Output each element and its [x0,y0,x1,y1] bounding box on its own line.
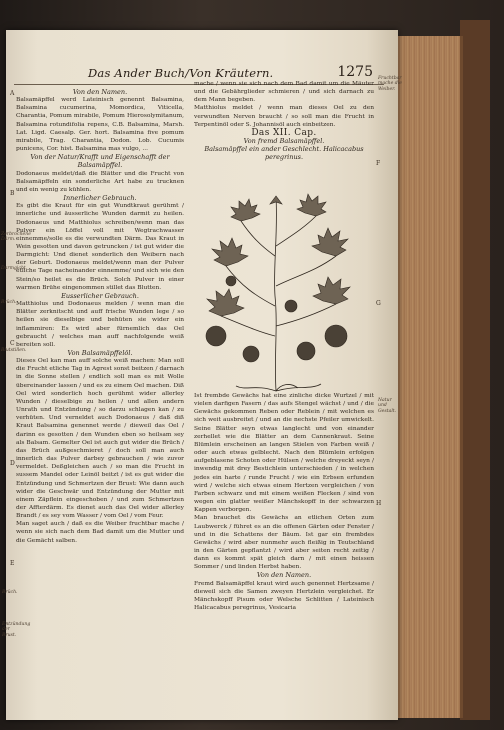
margin-note: Entzündung der Brust. [2,622,31,638]
seed-pod [325,325,347,347]
seed-pod [285,300,297,312]
section-heading: Balsamäpffel ein ander Geschlecht. Halicacabus peregrinus. [204,145,364,162]
section-heading: Innerlicher Gebrauch. [63,194,137,203]
paragraph: mache / wenn sie sich nach dem Bad damit um die Mäuter und die Gebährglieder schmieren / und sich darnach zu dem Mann begeben. [194,81,374,104]
left-column [16,88,184,545]
leaf [207,289,244,316]
section-heading: Von den Namen. [256,571,312,580]
section-letter: E [10,560,15,567]
paragraph: Man saget auch / daß es die Weiber fruchtbar mache / wenn sie sich nach dem Bad damit um die Mutter und die Gemächt salben. [16,521,184,544]
margin-note: Brüch. [1,300,17,305]
leaf [231,199,260,221]
leaf [313,277,350,304]
margin-note: Darmgicht. [1,266,28,271]
margin-note: Natur und Gestalt. [378,398,397,414]
plant-stem [275,196,277,391]
page-edges [396,36,463,718]
section-letter: C [10,340,15,347]
right-column-bottom [194,392,374,612]
running-head: Das Ander Buch/Von Kräutern. [88,66,274,80]
paragraph: Dodonaeus meldet/daß die Blätter und die Frucht von Balsamäpffeln ein sonderliche Art habe zu trucknen und ein wenig zu kühlen. [16,170,184,193]
section-letter: A [10,90,15,97]
section-letter: B [10,190,15,197]
margin-note: Brüch. [2,590,18,595]
plant-roots [236,384,321,391]
paragraph: Es gibt die Kraut für ein gut Wundtkraut gerühmt / innerliche und äusserliche Wunden darmit zu heilen. Dodonaeus und Matthiolus schreiben/wenn man das Pulver ein Löffel voll mit Wegtrachwasser einnemme/solle es die verwundten Därm. Das Kraut in Wein gesotten und davon getruncken / ist gut wider die Darmgicht: Und dienet sonderlich den Weibern nach der Geburt. Dodonaeus meldet/wenn man der Pulver etliche Tage nacheinander einnemme/ und sich wie den Stein/so heilet es die Brüch. Solch Pulver in einer warmen Brühe eingenommen stillet das Blutten. [16,203,184,291]
seed-pod [243,346,259,362]
leaf [297,194,326,216]
paragraph: Ist frembde Gewächs hat eine zinliche dicke Wurtzel / mit vielen darfigen Fasern / das aufs Stengel wächst / und / die Gewächs gekommen Reben oder Reblein / mit welchen es sich weit ausbreitet / und an die nechste Pfeiler umwickelt. Seine Blätter seyn etwas langlecht und von einander zerhellet wie die Blätter an dem Cannenkraut. Seine Blümlein erscheinen an langen Stielen von Farben weiß / oder auch etwas gelblecht. Nach den Blümlein erfolgen aufgeblasene Schoten oder Hülsen / welche dreyeckt seyn / inwendig mit drey Bestichlein unterschieden / in welchen jedes ein harte / runde Frucht / wie ein Erbsen erfunden wird / welche sich etwas einem Hertzen vergleichen / von Farben schwarz und mit einem weißen Flecken / sind von wegen ein glatter weißer Mänchskopff in der schwarzen Kappen verborgen. [194,393,374,514]
book-cover-edge [460,20,490,720]
right-column-top [194,80,374,162]
section-letter: H [376,500,382,507]
margin-note: Zerbrochene Därm. [1,232,31,243]
paragraph: Matthiolus meldet / wenn man dieses Oel zu den verwundten Nerven braucht / so soll man die Frucht in Terpentinöl oder S. Johannisöl auch einbeitzen. [194,105,374,128]
margin-note: Blutstillen. [1,348,27,353]
page-number: 1275 [337,64,373,80]
paragraph: Balsamäpffel werd Lateinisch genennt Balsamina, Balsamina cucumerina, Momordica, Viticella, Charantia, Pomum mirabile, Pomum Hierosolymitanum, Balsamina rotundifolia repens, C.B. Balsamina, Marsh. Lat. Ligd. Caesalp. Ger. hort. Balsamina five pomum mirabile, Trag. Charantia, Dodon. Lob. Cucumis punicens, Cor. hist. Balsamina mas vulgo, ... [16,97,184,153]
leaf [312,228,348,256]
leaf [212,238,248,266]
margin-note: Fruchtbar mache die Weiber. [378,76,402,92]
section-letter: F [376,160,381,167]
paragraph: Fremd Balsamäpffel kraut wird auch genennet Hertzsame / dieweil sich die Samen zweyen Hertzlein vergleichet. Er Mänchskopff Pisum oder Welsche Schlitten / Lateinisch Halicacabus peregrinus, Vesicaria [194,580,374,612]
section-letter: D [10,460,15,467]
section-heading: Von fremd Balsamäpffel. [243,137,325,146]
section-heading: Eusserlicher Gebrauch. [61,291,139,300]
section-heading: Das XII. Cap. [251,127,317,138]
seed-pod [297,342,315,360]
paragraph: Dieses Oel kan man auff solche weiß machen: Man soll die Frucht etliche Tag in Agrest sonst beitzen / darnach in die Sonne stellen / endlich soll man es mit Wolle übereinander lassen / und es zu einem Oel machen. Diß Oel wird sonderlich hoch gerühmt wider allerley Wunden / dieselbige zu heilen / und allen andern Unrath und Entzündung / so darzu schlagen kan / zu verhüten. Und verneldet auch Dodonaeus / daß diß Kraut Balsamina genennet werde / dieweil das Oel / darinn es gesotten / den Wunden eben so heilsam sey als Balsam. Gemelter Oel ist auch gut wider die Brüch / das Brüch außgeschmieret / doch soll man auch innerlich das Pulver darbey gebrauchen / wie zuvor vermeldet. Deßgleichen auch / so man die Frucht in sussem Mandel oder Leinöl beitzt / ist es gut wider die Entzündung und Schmertzen der Brust: Wie dann auch wider die Geschwär und Entzündung der Mutter mit einem Zäpflein eingeschoben / und zum Schmertzen der Affterdärm. Es dienet auch das Oel wider allerley Brandt / es sey vom Wasser / vom Oel / vom Feur. [16,358,184,520]
seed-pod [206,326,226,346]
paragraph: Matthiolus und Dodonaeus melden / wenn man die Blätter zerknitscht und auff frische Wunden lege / so heilen sie dieselbige und behüten sie wider ein inflammiren: Es wird aber fürnemlich das Oel gebraucht / welches man auff nachfolgende weiß bereiten soll. [16,301,184,348]
seed-pod [226,276,236,286]
paragraph: Man brauchet dis Gewächs an etlichen Orten zum Laubwerck / führet es an die offenen Gärten oder Fenster / und in die Schattens der Bäum. Ist gar ein frembdes Gewächs / wird aber nunmehr auch fleißig in Teutschland in den Gärten gepflantzt / wird aber seiten recht zeitig / dann es kommt spät gleich darn / mit einen heissen Sommer / und linden Herbst haben. [194,515,374,571]
section-heading: Von den Namen. [72,88,128,96]
section-letter: G [376,300,381,307]
plant-illustration [186,186,366,394]
section-heading: Von Balsamäpffelöl. [67,349,133,357]
section-heading: Von der Natur/Krafft und Eigenschafft der Balsamäpffel. [30,153,170,170]
